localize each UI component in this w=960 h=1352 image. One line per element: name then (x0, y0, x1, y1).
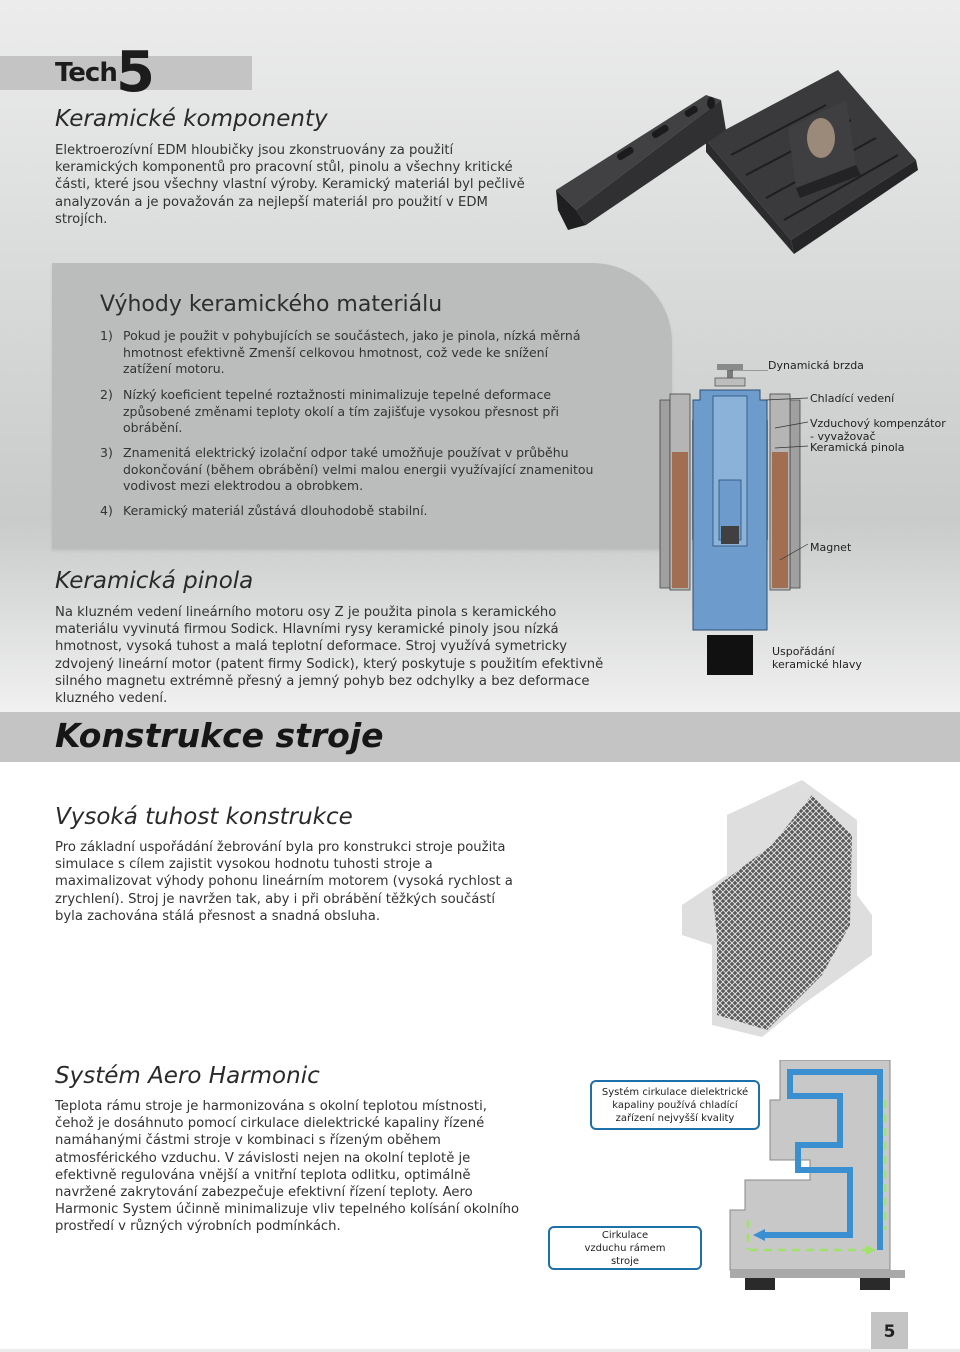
label-magnet: Magnet (810, 541, 852, 554)
pinola-title: Keramická pinola (55, 568, 254, 594)
advantage-number: 4) (100, 503, 113, 518)
advantage-item (100, 328, 600, 378)
label-compensator: Vzduchový kompenzátor - vyvažovač (810, 417, 946, 443)
advantage-item (100, 445, 600, 495)
quill-leader-lines (720, 370, 820, 570)
page-number: 5 (871, 1312, 908, 1349)
advantage-number: 2) (100, 387, 113, 402)
label-brake: Dynamická brzda (768, 359, 864, 372)
ceramic-title: Keramické komponenty (55, 106, 328, 132)
advantage-text: Znamenitá elektrický izolační odpor také umožňuje používat v průběhu dokončování (během obrábění) velmi malou energii využívající znamenitou vodivost mezi elektrodou a obrobkem. (123, 445, 594, 493)
ceramic-parts-image (556, 70, 922, 270)
rigidity-title: Vysoká tuhost konstrukce (55, 804, 353, 830)
advantage-text: Nízký koeficient tepelné roztažnosti minimalizuje tepelné deformace způsobené změnami teploty okolí a tím zajišťuje vysokou přesnost při obrábění. (123, 387, 559, 435)
construction-title: Konstrukce stroje (55, 716, 384, 755)
advantage-item (100, 387, 600, 437)
tech-number: 5 (116, 40, 153, 105)
advantages-title: Výhody keramického materiálu (100, 292, 443, 317)
label-quill: Keramická pinola (810, 441, 905, 454)
pinola-text: Na kluzném vedení lineárního motoru osy Z je použita pinola s keramického materiálu vyvinutá firmou Sodick. Hlavními rysy keramické pinoly jsou nízká hmotnost, vysoká tuhost a malá teplotní deformace. Stroj využívá symetricky zdvojený lineární motor (patent firmy Sodick), který poskytuje s použitím efektivně silného magnetu extrémně přesný a jemný pohyb bez odchylky a bez deformace kluzného vedení. (55, 605, 604, 707)
advantage-text: Pokud je použit v pohybujících se součástech, jako je pinola, nízká měrná hmotnost efektivně Zmenší celkovou hmotnost, což vede ke snížení zatížení motoru. (123, 328, 581, 376)
label-air: Cirkulace vzduchu rámem stroje (584, 1229, 666, 1267)
aero-text: Teplota rámu stroje je harmonizována s okolní teplotou místnosti, čehož je dosáhnuto pomocí cirkulace dielektrické kapaliny řízené namáhanými částmi stroje v kombinaci s řízeným oběhem atmosférického vzduchu. V závislosti nejen na okolní teplotě je efektivně regulována vnější a vnitřní teplota odlitku, optimálně navržené zakrytování zabezpečuje efektivní řízení teploty. Aero Harmonic System účinně minimalizuje vliv tepelného kolísání okolního prostředí v různých výrobních podmínkách. (55, 1099, 520, 1235)
tech-label: Tech (55, 58, 117, 88)
label-dielectric-box (590, 1080, 760, 1130)
advantage-item (100, 503, 600, 520)
advantage-number: 1) (100, 328, 113, 343)
ceramic-intro: Elektroerozívní EDM hloubičky jsou zkonstruovány za použití keramických komponentů pro pracovní stůl, pinolu a všechny kritické části, které jsou všechny vlastní výroby. Keramický materiál byl pečlivě analyzován a je považován za nejlepší materiál pro použití v EDM strojích. (55, 143, 525, 227)
advantage-number: 3) (100, 445, 113, 460)
frame-mesh-image (672, 775, 887, 1040)
label-cooling: Chladící vedení (810, 392, 895, 405)
rigidity-text: Pro základní uspořádání žebrování byla pro konstrukci stroje použita simulace s cílem zajistit vysokou hodnotu tuhosti stroje a maximalizovat výhody pohonu lineárním motorem (vysoká rychlost a zrychlení). Stroj je navržen tak, aby i při obrábění těžkých součástí byla zachována stálá přesnost a snadná obsluha. (55, 840, 513, 924)
label-air-box (548, 1226, 702, 1270)
advantage-text: Keramický materiál zůstává dlouhodobě stabilní. (123, 503, 428, 518)
label-head: Uspořádání keramické hlavy (772, 645, 862, 671)
aero-title: Systém Aero Harmonic (55, 1063, 320, 1089)
label-dielectric: Systém cirkulace dielektrické kapaliny používá chladící zařízení nejvyšší kvality (601, 1086, 749, 1124)
